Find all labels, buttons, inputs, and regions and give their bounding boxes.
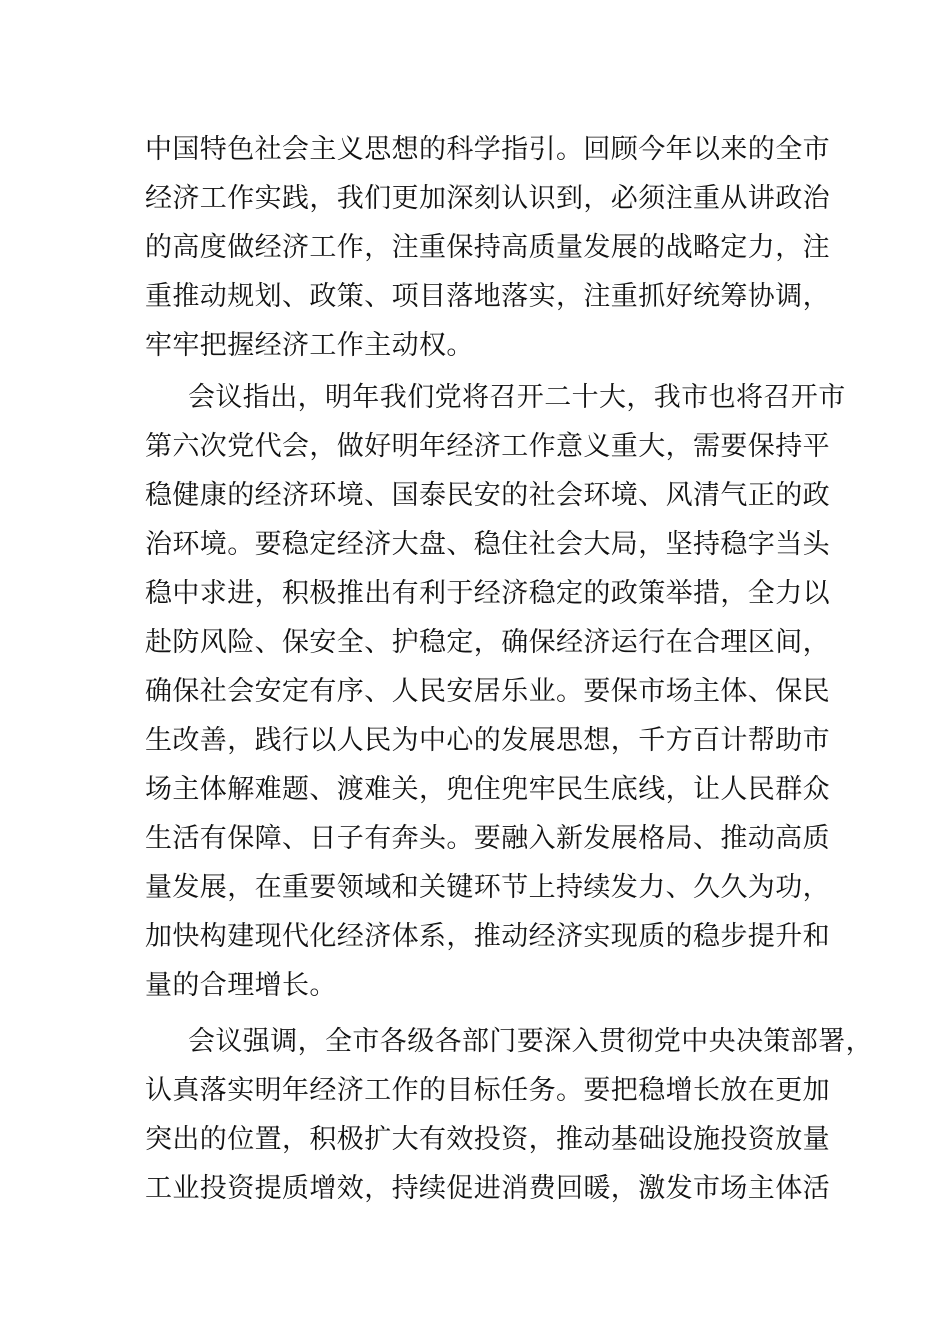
text-line: 赴防风险、保安全、护稳定，确保经济运行在合理区间， xyxy=(145,627,830,658)
text-line: 中国特色社会主义思想的科学指引。回顾今年以来的全市 xyxy=(145,134,830,165)
text-line: 工业投资提质增效，持续促进消费回暖，激发市场主体活 xyxy=(145,1173,830,1204)
text-line: 牢牢把握经济工作主动权。 xyxy=(145,330,474,361)
text-line: 确保社会安定有序、人民安居乐业。要保市场主体、保民 xyxy=(145,676,830,707)
text-line: 的高度做经济工作，注重保持高质量发展的战略定力，注 xyxy=(145,232,830,263)
text-line: 场主体解难题、渡难关，兜住兜牢民生底线，让人民群众 xyxy=(145,774,830,805)
text-line: 治环境。要稳定经济大盘、稳住社会大局，坚持稳字当头 xyxy=(145,529,830,560)
text-line: 第六次党代会，做好明年经济工作意义重大，需要保持平 xyxy=(145,431,830,462)
text-line: 生活有保障、日子有奔头。要融入新发展格局、推动高质 xyxy=(145,823,830,854)
text-line: 生改善，践行以人民为中心的发展思想，千方百计帮助市 xyxy=(145,725,830,756)
paragraph-start-line: 会议指出，明年我们党将召开二十大，我市也将召开市 xyxy=(188,382,846,413)
text-line: 稳中求进，积极推出有利于经济稳定的政策举措，全力以 xyxy=(145,578,830,609)
text-line: 经济工作实践，我们更加深刻认识到，必须注重从讲政治 xyxy=(145,183,830,214)
text-line: 稳健康的经济环境、国泰民安的社会环境、风清气正的政 xyxy=(145,480,830,511)
text-line: 量的合理增长。 xyxy=(145,970,337,1001)
text-line: 加快构建现代化经济体系，推动经济实现质的稳步提升和 xyxy=(145,921,830,952)
text-line: 突出的位置，积极扩大有效投资，推动基础设施投资放量 xyxy=(145,1124,830,1155)
paragraph-start-line: 会议强调，全市各级各部门要深入贯彻党中央决策部署， xyxy=(188,1026,873,1057)
text-line: 认真落实明年经济工作的目标任务。要把稳增长放在更加 xyxy=(145,1075,830,1106)
text-line: 量发展，在重要领域和关键环节上持续发力、久久为功， xyxy=(145,872,830,903)
text-line: 重推动规划、政策、项目落地落实，注重抓好统筹协调， xyxy=(145,281,830,312)
